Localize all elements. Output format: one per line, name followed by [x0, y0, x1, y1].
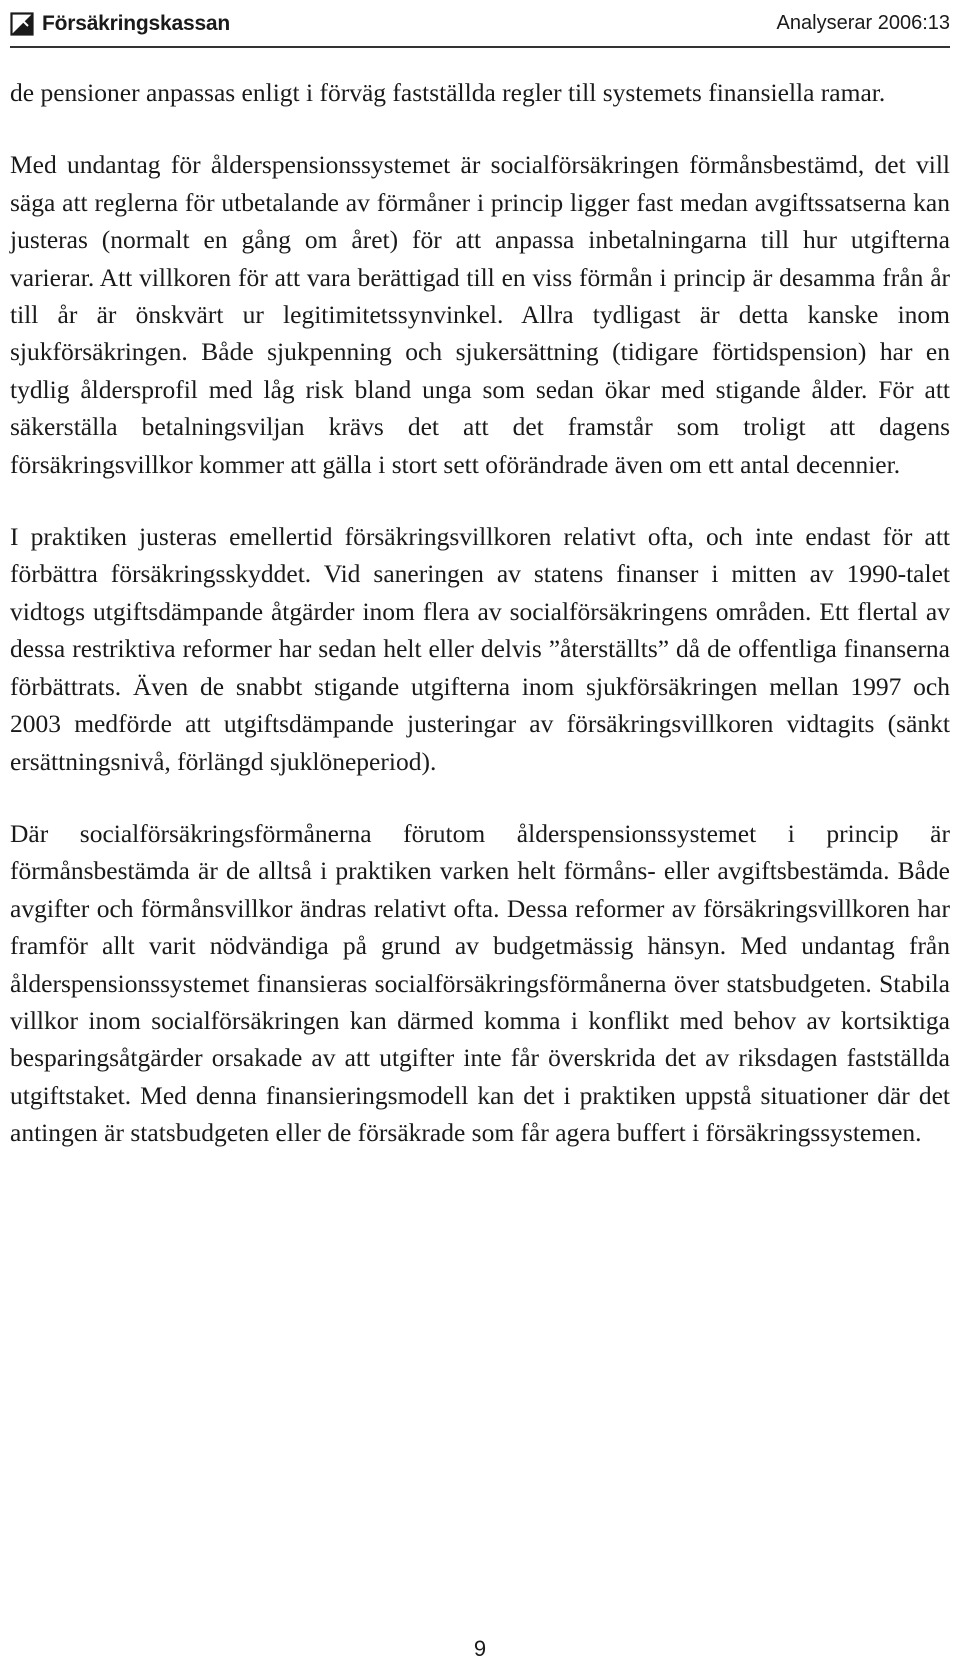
- series-label: Analyserar 2006:13: [776, 12, 950, 34]
- paragraph: Där socialförsäkringsförmånerna förutom ålderspensionssystemet i princip är förmånsbestämda är de alltså i praktiken varken helt förmåns- eller avgiftsbestämda. Både avgifter och förmånsvillkor ändras relativt ofta. Dessa reformer av försäkringsvillkoren har framför allt varit nödvändiga på grund av budgetmässig hänsyn. Med undantag från ålderspensionssystemet finansieras socialförsäkringsförmånerna över statsbudgeten. Stabila villkor inom socialförsäkringen kan därmed komma i konflikt med behov av kortsiktiga besparingsåtgärder orsakade av att utgifter inte får överskrida det av riksdagen fastställda utgiftstaket. Med denna finansieringsmodell kan det i praktiken uppstå situationer där det antingen är statsbudgeten eller de försäkrade som får agera buffert i försäkringssystemen.: [10, 818, 950, 1148]
- paragraph: I praktiken justeras emellertid försäkringsvillkoren relativt ofta, och inte endast för att förbättra försäkringsskyddet. Vid saneringen av statens finanser i mitten av 1990-talet vidtogs utgiftsdämpande åtgärder inom flera av socialförsäkringens områden. Ett flertal av dessa restriktiva reformer har sedan helt eller delvis ”återställts” då de offentliga finanserna förbättrats. Även de snabbt stigande utgifterna inom sjukförsäkringen mellan 1997 och 2003 medförde att utgiftsdämpande justeringar av försäkringsvillkoren vidtagits (sänkt ersättningsnivå, förlängd sjuklöneperiod).: [10, 522, 950, 776]
- logo-text: Försäkringskassan: [42, 12, 231, 35]
- page-header: [0, 0, 960, 48]
- body-text: [10, 74, 950, 1187]
- paragraph: Med undantag för ålderspensionssystemet är socialförsäkringen förmånsbestämd, det vill säga att reglerna för utbetalande av förmåner i princip ligger fast medan avgiftssatserna kan justeras (normalt en gång om året) för att anpassa inbetalningarna till hur utgifterna varierar. Att villkoren för att vara berättigad till en viss förmån i princip är desamma från år till år är önskvärt ur legitimitetssynvinkel. Allra tydligast är detta kanske inom sjukförsäkringen. Både sjukpenning och sjukersättning (tidigare förtidspension) har en tydlig åldersprofil med låg risk bland unga som sedan ökar med stigande ålder. För att säkerställa betalningsviljan krävs det att det framstår som troligt att dagens försäkringsvillkor kommer att gälla i stort sett oförändrade även om ett antal decennier.: [10, 150, 950, 479]
- logo: [10, 10, 230, 38]
- header-rule: [10, 46, 950, 48]
- house-shield-icon: [10, 12, 34, 36]
- paragraph: de pensioner anpassas enligt i förväg fastställda regler till systemets finansiella ramar.: [10, 78, 886, 107]
- page-number: 9: [473, 1636, 487, 1661]
